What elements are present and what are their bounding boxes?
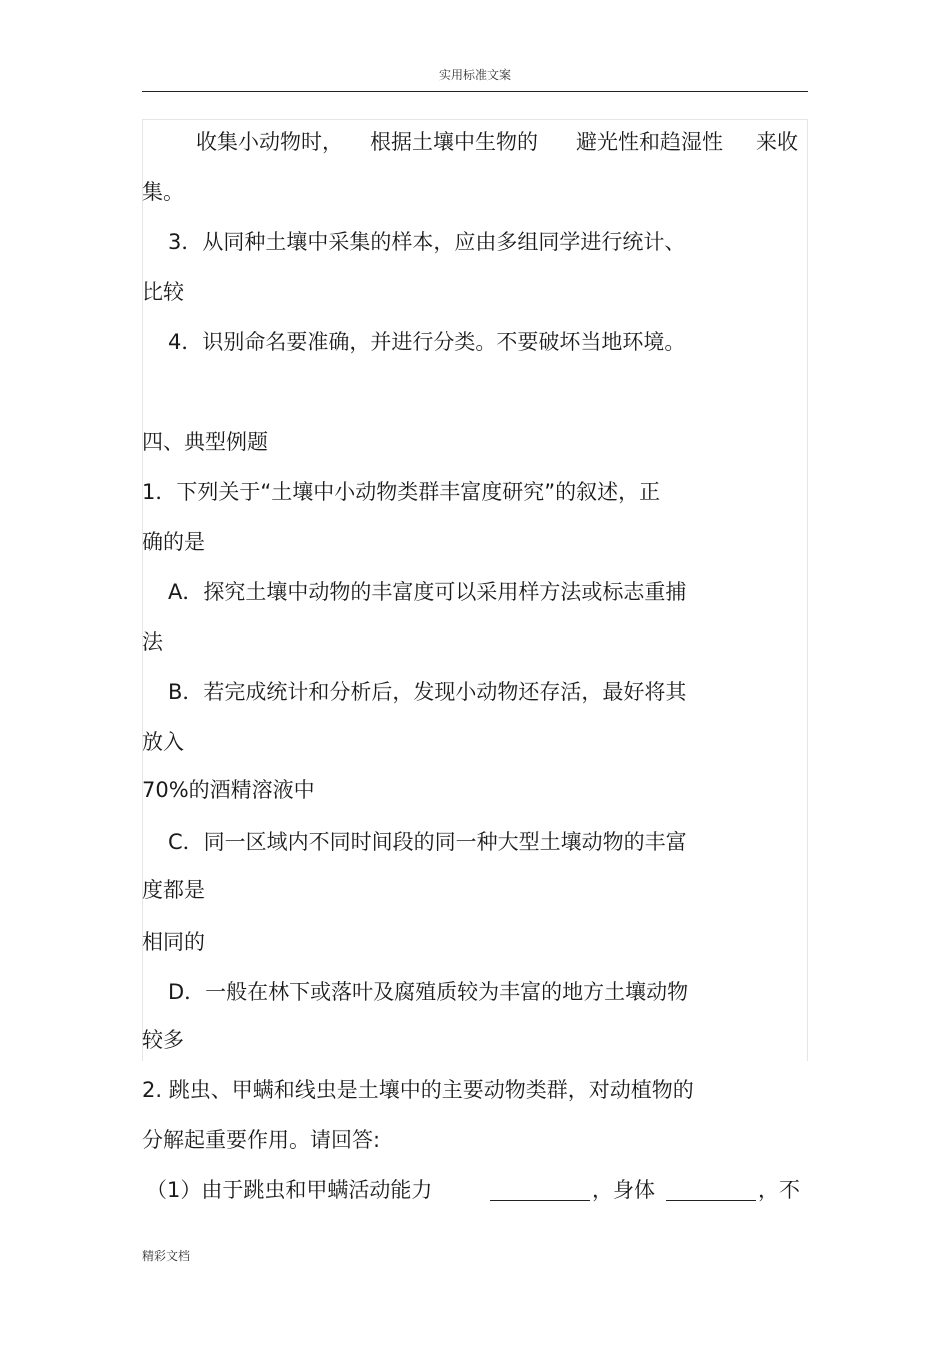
option-b: 70%的酒精溶液中	[142, 778, 315, 802]
answer-blank[interactable]	[666, 1180, 756, 1201]
page-footer: 精彩文档	[142, 1249, 191, 1263]
question-2-part-1: （1）由于跳虫和甲螨活动能力	[146, 1178, 433, 1202]
text-line: 收集小动物时，	[196, 130, 343, 154]
text-line: 集。	[142, 180, 184, 204]
option-a: A．探究土壤中动物的丰富度可以采用样方法或标志重捕	[168, 580, 687, 604]
option-c: 相同的	[142, 930, 205, 954]
option-c: C．同一区域内不同时间段的同一种大型土壤动物的丰富	[168, 830, 687, 854]
text-line: 4．识别命名要准确，并进行分类。不要破坏当地环境。	[168, 330, 686, 354]
question-2-part-1: ，身体	[592, 1178, 655, 1202]
option-d: 较多	[142, 1028, 184, 1052]
question-1: 确的是	[142, 530, 205, 554]
text-line: 比较	[142, 280, 184, 304]
option-b: 放入	[142, 730, 184, 754]
text-line: 来收	[756, 130, 798, 154]
header-rule	[142, 91, 808, 92]
option-b: B．若完成统计和分析后，发现小动物还存活，最好将其	[168, 680, 687, 704]
answer-blank[interactable]	[490, 1180, 590, 1201]
question-2: 2. 跳虫、甲螨和线虫是土壤中的主要动物类群，对动植物的	[142, 1078, 694, 1102]
text-line: 根据土壤中生物的	[370, 130, 538, 154]
question-1: 1．下列关于“土壤中小动物类群丰富度研究”的叙述，正	[142, 480, 661, 504]
option-c: 度都是	[142, 878, 205, 902]
question-2-part-1: ，不	[758, 1178, 800, 1202]
option-a: 法	[142, 630, 163, 654]
text-line: 3．从同种土壤中采集的样本，应由多组同学进行统计、	[168, 230, 686, 254]
option-d: D．一般在林下或落叶及腐殖质较为丰富的地方土壤动物	[168, 980, 689, 1004]
section-heading: 四、典型例题	[142, 430, 268, 454]
page-header: 实用标准文案	[438, 68, 511, 82]
question-2: 分解起重要作用。请回答:	[142, 1128, 381, 1152]
text-line: 避光性和趋湿性	[576, 130, 723, 154]
